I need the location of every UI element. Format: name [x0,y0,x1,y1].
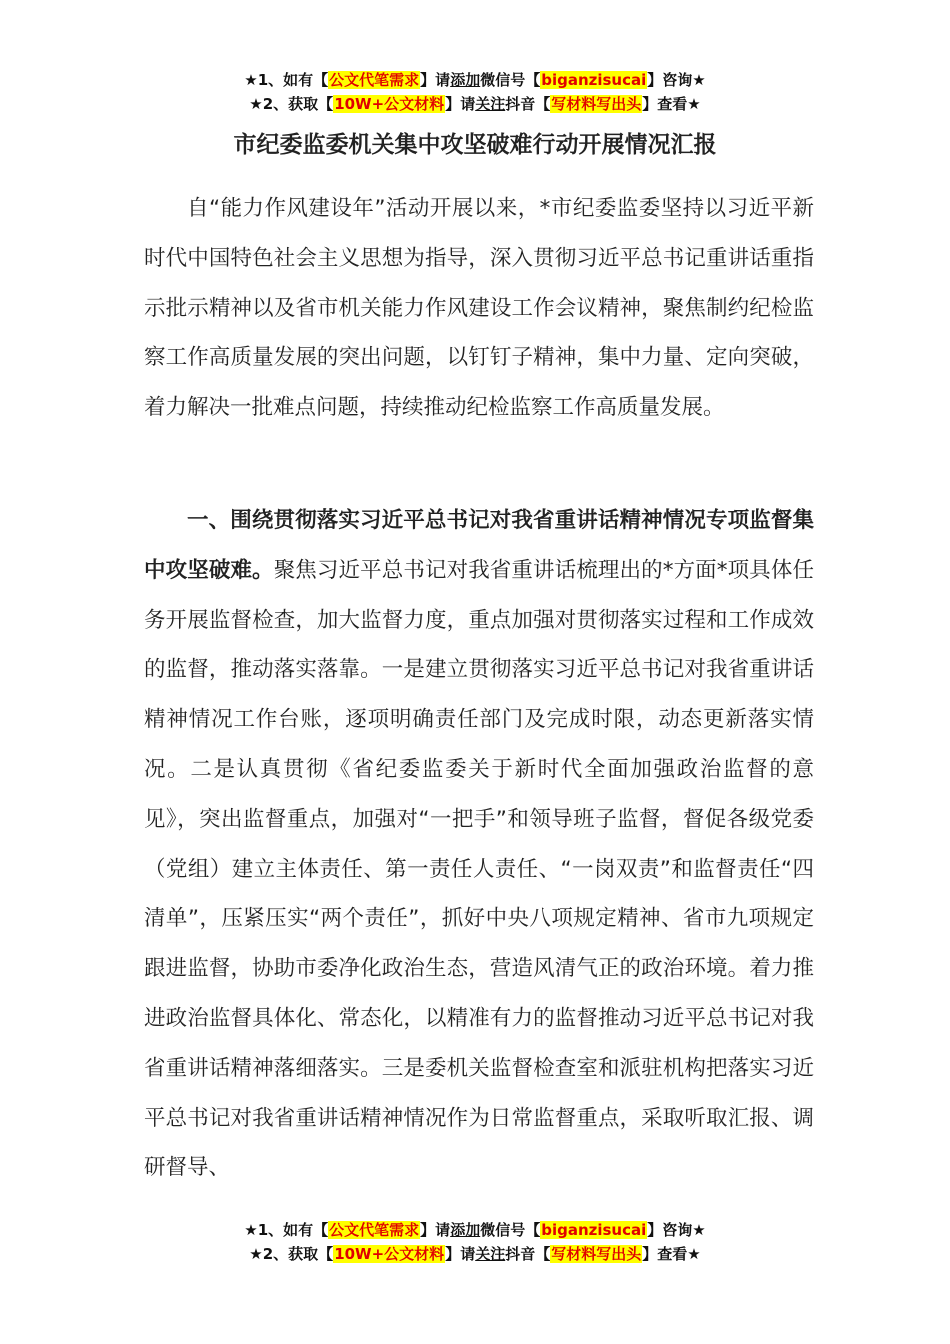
banner-text: 】查看★ [642,95,701,113]
highlight-wechat-id: biganzisucai [541,71,647,89]
banner-text: ★2、获取【 [249,1245,334,1263]
banner-text: ★1、如有【 [244,71,329,89]
section-1-paragraph [144,496,814,1193]
underlined-text: 添加 [450,1221,481,1239]
banner-line-2 [0,92,950,116]
banner-text: 抖音【 [505,1245,551,1263]
banner-text: 】请 [445,95,476,113]
banner-text: ★2、获取【 [249,95,334,113]
highlight-service: 公文代笔需求 [329,1221,420,1239]
intro-paragraph: 自“能力作风建设年”活动开展以来，*市纪委监委坚持以习近平新时代中国特色社会主义思想为指导，深入贯彻习近平总书记重讲话重指示批示精神以及省市机关能力作风建设工作会议精神，聚焦制约纪检监察工作高质量发展的突出问题，以钉钉子精神，集中力量、定向突破，着力解决一批难点问题，持续推动纪检监察工作高质量发展。 [144,196,814,421]
underlined-text: 关注 [475,1245,506,1263]
banner-text: 】查看★ [642,1245,701,1263]
banner-line-1 [0,68,950,92]
underlined-text: 添加 [450,71,481,89]
banner-text: ★1、如有【 [244,1221,329,1239]
top-banner [0,68,950,116]
banner-line-2 [0,1242,950,1266]
section-1-body: 聚焦习近平总书记对我省重讲话梳理出的*方面*项具体任务开展监督检查，加大监督力度，重点加强对贯彻落实过程和工作成效的监督，推动落实落靠。一是建立贯彻落实习近平总书记对我省重讲话精神情况工作台账，逐项明确责任部门及完成时限，动态更新落实情况。二是认真贯彻《省纪委监委关于新时代全面加强政治监督的意见》，突出监督重点，加强对“一把手”和领导班子监督，督促各级党委（党组）建立主体责任、第一责任人责任、“一岗双责”和监督责任“四清单”，压紧压实“两个责任”，抓好中央八项规定精神、省市九项规定跟进监督，协助市委净化政治生态，营造风清气正的政治环境。着力推进政治监督具体化、常态化，以精准有力的监督推动习近平总书记对我省重讲话精神落细落实。三是委机关监督检查室和派驻机构把落实习近平总书记对我省重讲话精神情况作为日常监督重点，采取听取汇报、调研督导、 [144,557,814,1181]
highlight-materials: 10W+公文材料 [334,1245,445,1263]
document-title: 市纪委监委机关集中攻坚破难行动开展情况汇报 [233,132,717,158]
banner-text: 微信号【 [480,1221,541,1239]
bottom-banner [0,1218,950,1266]
banner-text: 抖音【 [505,95,551,113]
banner-text: 】咨询★ [647,71,706,89]
banner-text: 】咨询★ [647,1221,706,1239]
banner-line-1 [0,1218,950,1242]
highlight-service: 公文代笔需求 [329,71,420,89]
banner-text: 微信号【 [480,71,541,89]
section-1-heading: 一、围绕贯彻落实习近平总书记对我省重讲话精神情况专项监督集中攻坚破难。 [144,508,814,583]
highlight-wechat-id: biganzisucai [541,1221,647,1239]
banner-text: 】请 [420,1221,451,1239]
banner-text: 】请 [420,71,451,89]
highlight-douyin-account: 写材料写出头 [551,95,642,113]
highlight-douyin-account: 写材料写出头 [551,1245,642,1263]
banner-text: 】请 [445,1245,476,1263]
underlined-text: 关注 [475,95,506,113]
highlight-materials: 10W+公文材料 [334,95,445,113]
